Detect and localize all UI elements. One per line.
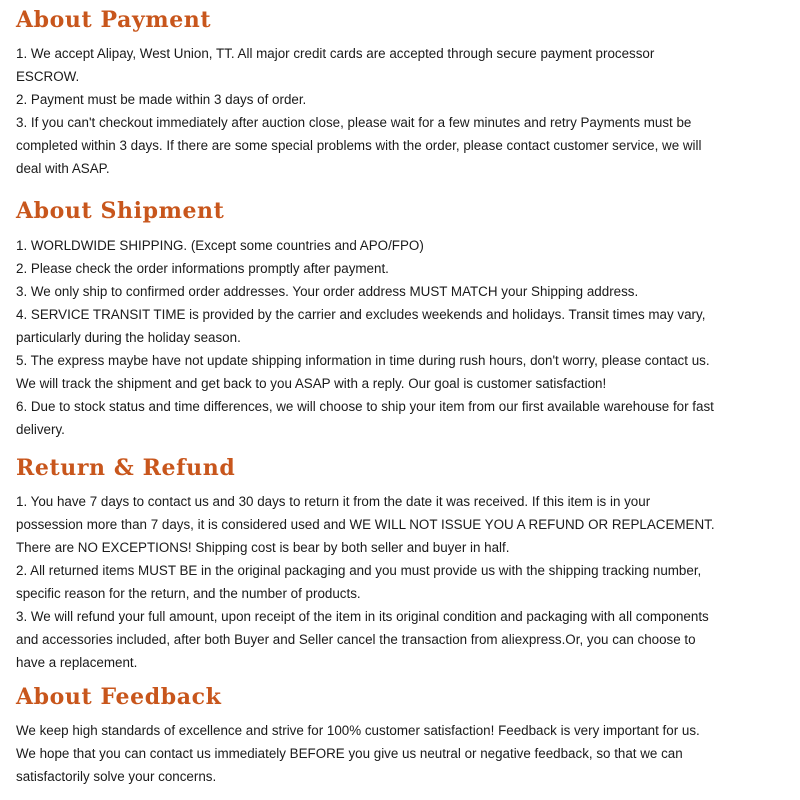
about-payment-section	[16, 8, 794, 180]
about-shipment-body	[16, 234, 794, 441]
feedback-line: We hope that you can contact us immediately BEFORE you give us neutral or negative feedback, so that we can	[16, 746, 683, 761]
payment-line: 1. We accept Alipay, West Union, TT. All major credit cards are accepted through secure payment processor	[16, 46, 655, 61]
shipment-line: 4. SERVICE TRANSIT TIME is provided by the carrier and excludes weekends and holidays. Transit times may vary,	[16, 307, 706, 322]
return-line: 3. We will refund your full amount, upon receipt of the item in its original condition and packaging with all components	[16, 609, 709, 624]
about-feedback-body	[16, 719, 794, 788]
shipment-line: 3. We only ship to confirmed order addresses. Your order address MUST MATCH your Shipping address.	[16, 284, 639, 299]
return-line: 2. All returned items MUST BE in the original packaging and you must provide us with the shipping tracking number,	[16, 563, 702, 578]
return-line: possession more than 7 days, it is considered used and WE WILL NOT ISSUE YOU A REFUND OR REPLACEMENT.	[16, 517, 715, 532]
payment-line: ESCROW.	[16, 69, 80, 84]
shipment-line: 1. WORLDWIDE SHIPPING. (Except some countries and APO/FPO)	[16, 238, 424, 253]
payment-line: completed within 3 days. If there are some special problems with the order, please contact customer service, we will	[16, 138, 702, 153]
return-line: specific reason for the return, and the number of products.	[16, 586, 361, 601]
about-shipment-heading: About Shipment	[16, 198, 225, 224]
return-refund-body	[16, 490, 794, 674]
about-feedback-section	[16, 685, 794, 788]
about-feedback-heading: About Feedback	[16, 684, 222, 710]
payment-line: 2. Payment must be made within 3 days of order.	[16, 92, 307, 107]
return-line: and accessories included, after both Buyer and Seller cancel the transaction from aliexpress.Or, you can choose to	[16, 632, 696, 647]
return-line: 1. You have 7 days to contact us and 30 days to return it from the date it was received. If this item is in your	[16, 494, 651, 509]
shipment-line: delivery.	[16, 422, 65, 437]
payment-line: deal with ASAP.	[16, 161, 110, 176]
return-refund-heading: Return & Refund	[16, 455, 236, 481]
about-payment-heading: About Payment	[16, 7, 212, 33]
shipment-line: 6. Due to stock status and time differences, we will choose to ship your item from our first available warehouse for fast	[16, 399, 714, 414]
return-line: have a replacement.	[16, 655, 138, 670]
shipment-line: 5. The express maybe have not update shipping information in time during rush hours, don't worry, please contact us.	[16, 353, 710, 368]
return-refund-section	[16, 456, 794, 674]
shipment-line: 2. Please check the order informations promptly after payment.	[16, 261, 389, 276]
return-line: There are NO EXCEPTIONS! Shipping cost is bear by both seller and buyer in half.	[16, 540, 510, 555]
about-shipment-section	[16, 199, 794, 441]
shipment-line: We will track the shipment and get back to you ASAP with a reply. Our goal is customer satisfaction!	[16, 376, 607, 391]
feedback-line: satisfactorily solve your concerns.	[16, 769, 217, 784]
shipment-line: particularly during the holiday season.	[16, 330, 241, 345]
about-payment-body	[16, 42, 794, 180]
payment-line: 3. If you can't checkout immediately after auction close, please wait for a few minutes and retry Payments must be	[16, 115, 692, 130]
feedback-line: We keep high standards of excellence and strive for 100% customer satisfaction! Feedback is very important for us.	[16, 723, 700, 738]
